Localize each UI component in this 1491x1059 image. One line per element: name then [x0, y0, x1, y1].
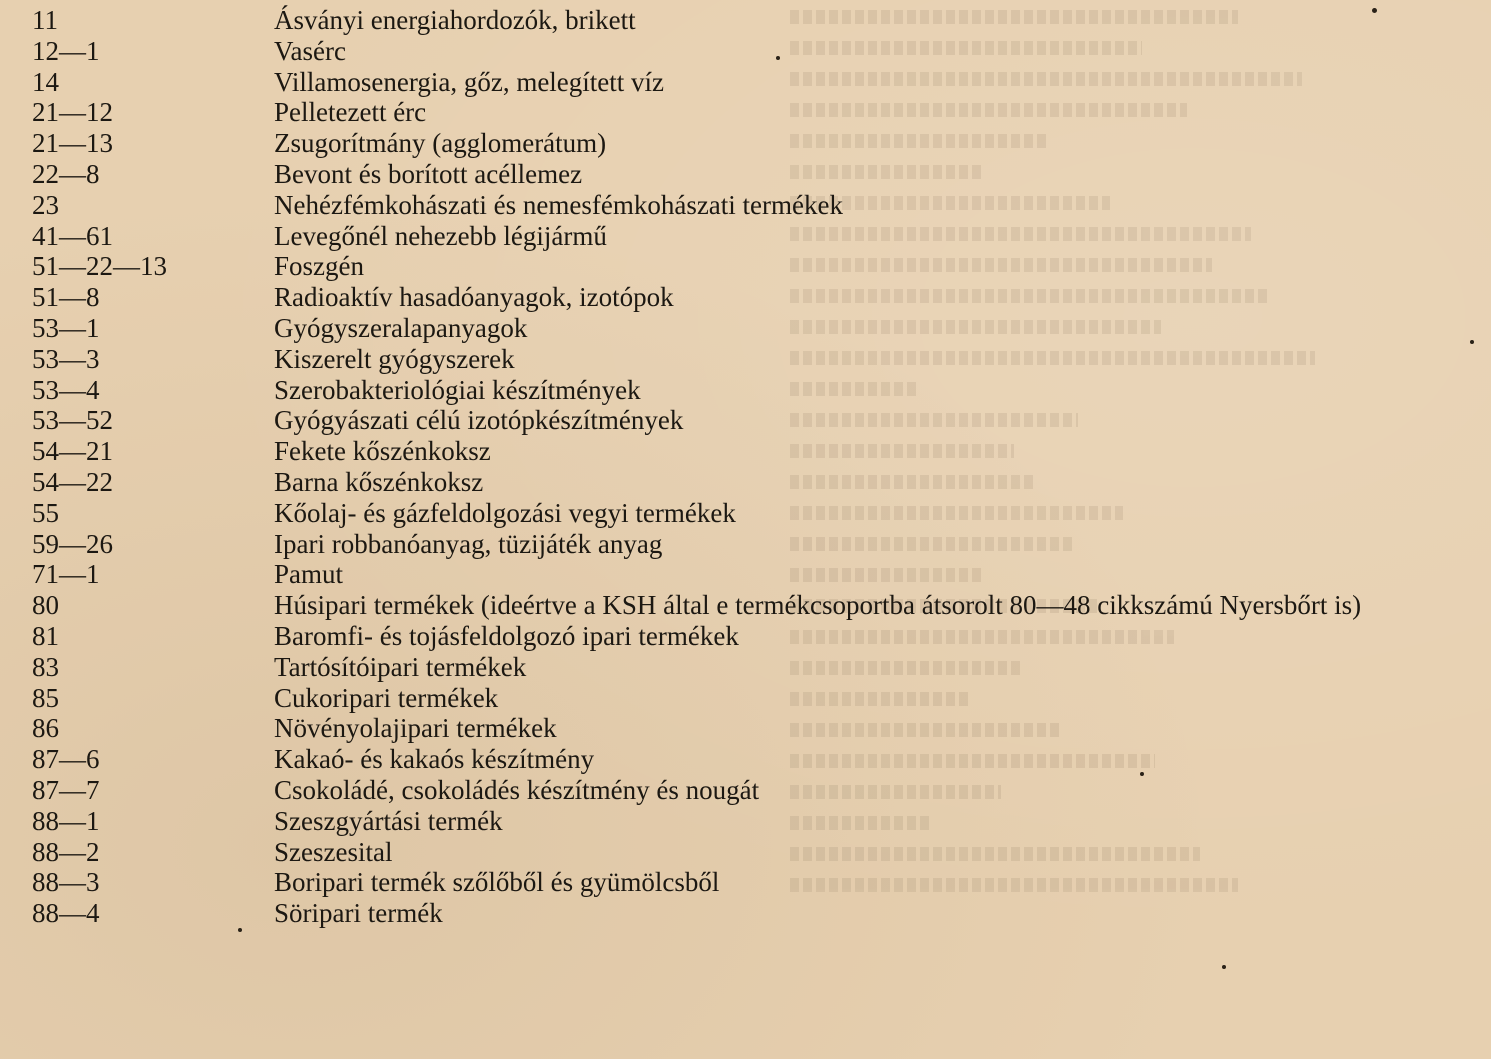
product-code-list [32, 5, 1462, 929]
list-item [32, 498, 1462, 529]
list-item [32, 559, 1462, 590]
list-item [32, 652, 1462, 683]
item-code: 88—1 [32, 805, 100, 836]
item-description: Tartósítóipari termékek [274, 651, 527, 682]
item-code: 88—2 [32, 836, 100, 867]
item-description: Gyógyászati célú izotópkészítmények [274, 405, 684, 436]
list-item [32, 405, 1462, 436]
list-item [32, 898, 1462, 929]
item-code: 23 [32, 189, 59, 220]
item-description: Ásványi energiahordozók, brikett [274, 5, 636, 35]
item-code: 87—7 [32, 774, 100, 805]
list-item [32, 867, 1462, 898]
item-code: 71—1 [32, 559, 100, 590]
item-description: Szerobakteriológiai készítmények [274, 374, 641, 405]
list-item [32, 436, 1462, 467]
list-item [32, 590, 1462, 621]
item-code: 14 [32, 66, 59, 97]
item-code: 83 [32, 651, 59, 682]
item-description: Kiszerelt gyógyszerek [274, 343, 515, 374]
list-item [32, 713, 1462, 744]
item-code: 53—4 [32, 374, 100, 405]
item-description: Zsugorítmány (agglomerátum) [274, 128, 607, 159]
item-code: 53—3 [32, 343, 100, 374]
item-description: Foszgén [274, 251, 364, 282]
item-code: 59—26 [32, 528, 113, 559]
list-item [32, 467, 1462, 498]
item-description: Cukoripari termékek [274, 682, 499, 713]
list-item [32, 5, 1462, 36]
list-item [32, 375, 1462, 406]
list-item [32, 67, 1462, 98]
item-description: Nehézfémkohászati és nemesfémkohászati termékek [274, 189, 843, 220]
item-code: 87—6 [32, 744, 100, 775]
list-item [32, 775, 1462, 806]
list-item [32, 837, 1462, 868]
item-code: 86 [32, 713, 59, 744]
list-item [32, 282, 1462, 313]
item-description: Vasérc [274, 35, 346, 66]
speck [1222, 965, 1226, 969]
item-code: 55 [32, 497, 59, 528]
item-description: Barna kőszénkoksz [274, 466, 484, 497]
item-code: 54—21 [32, 436, 113, 467]
item-description: Pelletezett érc [274, 97, 427, 128]
list-item [32, 344, 1462, 375]
item-description: Bevont és borított acéllemez [274, 158, 583, 189]
item-description: Radioaktív hasadóanyagok, izotópok [274, 282, 674, 313]
item-code: 51—8 [32, 282, 100, 313]
list-item [32, 128, 1462, 159]
item-description: Húsipari termékek (ideértve a KSH által e termékcsoportba átsorolt 80—48 cikkszámú Nyersbőrt is) [274, 590, 1362, 621]
item-code: 88—3 [32, 867, 100, 898]
list-item [32, 621, 1462, 652]
speck [1470, 340, 1474, 344]
item-code: 53—1 [32, 312, 100, 343]
item-description: Boripari termék szőlőből és gyümölcsből [274, 867, 720, 898]
item-code: 22—8 [32, 158, 100, 189]
item-code: 54—22 [32, 466, 113, 497]
list-item [32, 683, 1462, 714]
item-description: Pamut [274, 559, 344, 590]
item-description: Ipari robbanóanyag, tüzijáték anyag [274, 528, 663, 559]
item-description: Fekete kőszénkoksz [274, 436, 491, 467]
item-code: 11 [32, 5, 58, 35]
list-item [32, 313, 1462, 344]
item-code: 21—12 [32, 97, 113, 128]
item-code: 41—61 [32, 220, 113, 251]
item-description: Gyógyszeralapanyagok [274, 312, 528, 343]
item-code: 53—52 [32, 405, 113, 436]
list-item [32, 221, 1462, 252]
item-code: 81 [32, 620, 59, 651]
item-description: Villamosenergia, gőz, melegített víz [274, 66, 665, 97]
item-description: Növényolajipari termékek [274, 713, 557, 744]
item-description: Söripari termék [274, 898, 443, 929]
list-item [32, 744, 1462, 775]
item-description: Kőolaj- és gázfeldolgozási vegyi termékek [274, 497, 736, 528]
list-item [32, 159, 1462, 190]
item-code: 88—4 [32, 898, 100, 929]
list-item [32, 97, 1462, 128]
item-description: Szeszgyártási termék [274, 805, 503, 836]
item-code: 51—22—13 [32, 251, 167, 282]
item-code: 12—1 [32, 35, 100, 66]
item-code: 80 [32, 590, 59, 621]
list-item [32, 190, 1462, 221]
item-description: Szeszesital [274, 836, 393, 867]
item-description: Csokoládé, csokoládés készítmény és nougát [274, 774, 760, 805]
list-item [32, 36, 1462, 67]
item-code: 21—13 [32, 128, 113, 159]
list-item [32, 251, 1462, 282]
list-item [32, 529, 1462, 560]
item-description: Baromfi- és tojásfeldolgozó ipari termékek [274, 620, 739, 651]
list-item [32, 806, 1462, 837]
item-description: Kakaó- és kakaós készítmény [274, 744, 595, 775]
item-description: Levegőnél nehezebb légijármű [274, 220, 607, 251]
item-code: 85 [32, 682, 59, 713]
